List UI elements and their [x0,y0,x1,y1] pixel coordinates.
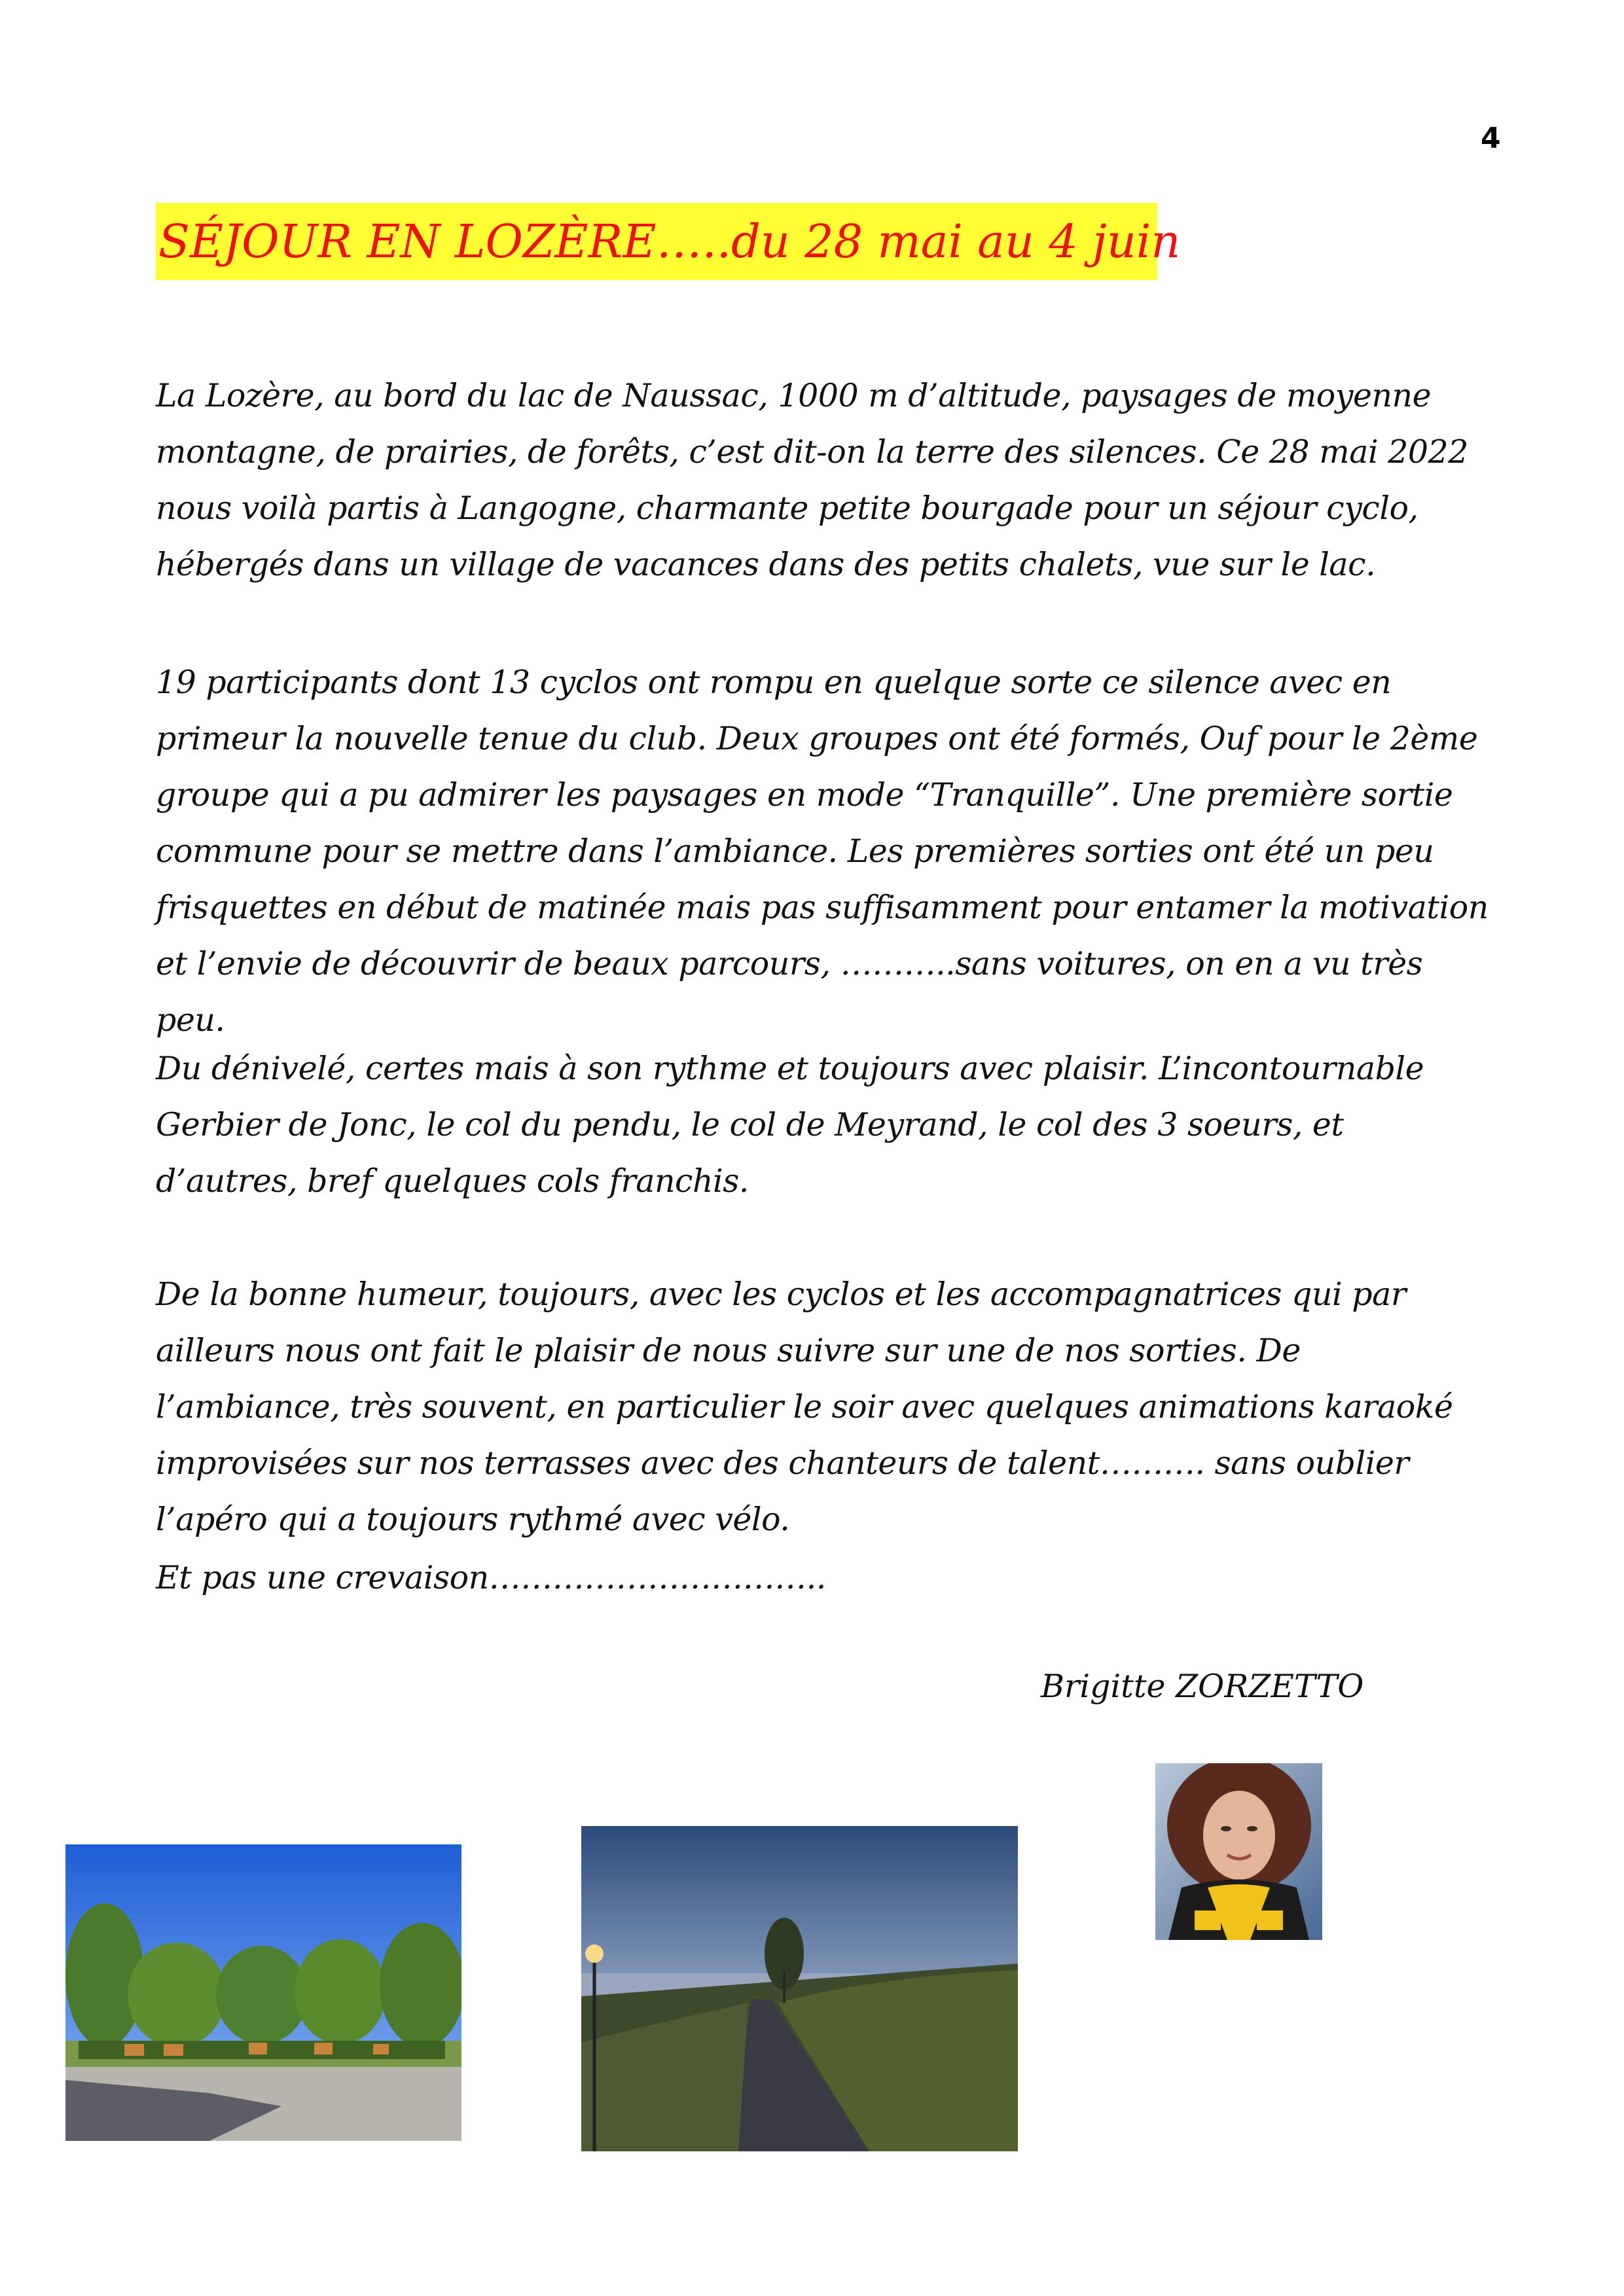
village-chalets-photo [65,1844,461,2141]
lake-sunset-road-photo [581,1826,1018,2151]
author-signature: Brigitte ZORZETTO [1041,1668,1364,1705]
article-title: SÉJOUR EN LOZÈRE…..du 28 mai au 4 juin [156,203,1157,280]
paragraph-1: La Lozère, au bord du lac de Naussac, 1000 m d’altitude, paysages de moyenne montagne, de prairies, de forêts, c’est dit-on la terre des silences. Ce 28 mai 2022 nous voilà partis à Langogne, charmante petite bourgade pour un séjour cyclo, hébergés dans un village de vacances dans des petits chalets, vue sur le lac. [156,377,1468,583]
paragraph-4: De la bonne humeur, toujours, avec les cyclos et les accompagnatrices qui par ailleurs nous ont fait le plaisir de nous suivre sur une de nos sorties. De l’ambiance, très souvent, en particulier le soir avec quelques animations karaoké improvisées sur nos terrasses avec des chanteurs de talent………. sans oublier l’apéro qui a toujours rythmé avec vélo. [156,1276,1453,1538]
paragraph-3: Du dénivelé, certes mais à son rythme et toujours avec plaisir. L’incontournable Gerbier de Jonc, le col du pendu, le col de Meyrand, le col des 3 soeurs, et d’autres, bref quelques cols franchis. [156,1050,1424,1200]
paragraph-2: 19 participants dont 13 cyclos ont rompu en quelque sorte ce silence avec en primeur la nouvelle tenue du club. Deux groupes ont été formés, Ouf pour le 2ème groupe qui a pu admirer les paysages en mode “Tranquille”. Une première sortie commune pour se mettre dans l’ambiance. Les premières sorties ont été un peu frisquettes en début de matinée mais pas suffisamment pour entamer la motivation et l’envie de découvrir de beaux parcours, ………..sans voitures, on en a vu très peu. [156,664,1489,1039]
paragraph-5: Et pas une crevaison………………………….. [156,1559,826,1596]
page-number: 4 [1481,122,1501,155]
author-portrait-photo [1155,1763,1322,1940]
